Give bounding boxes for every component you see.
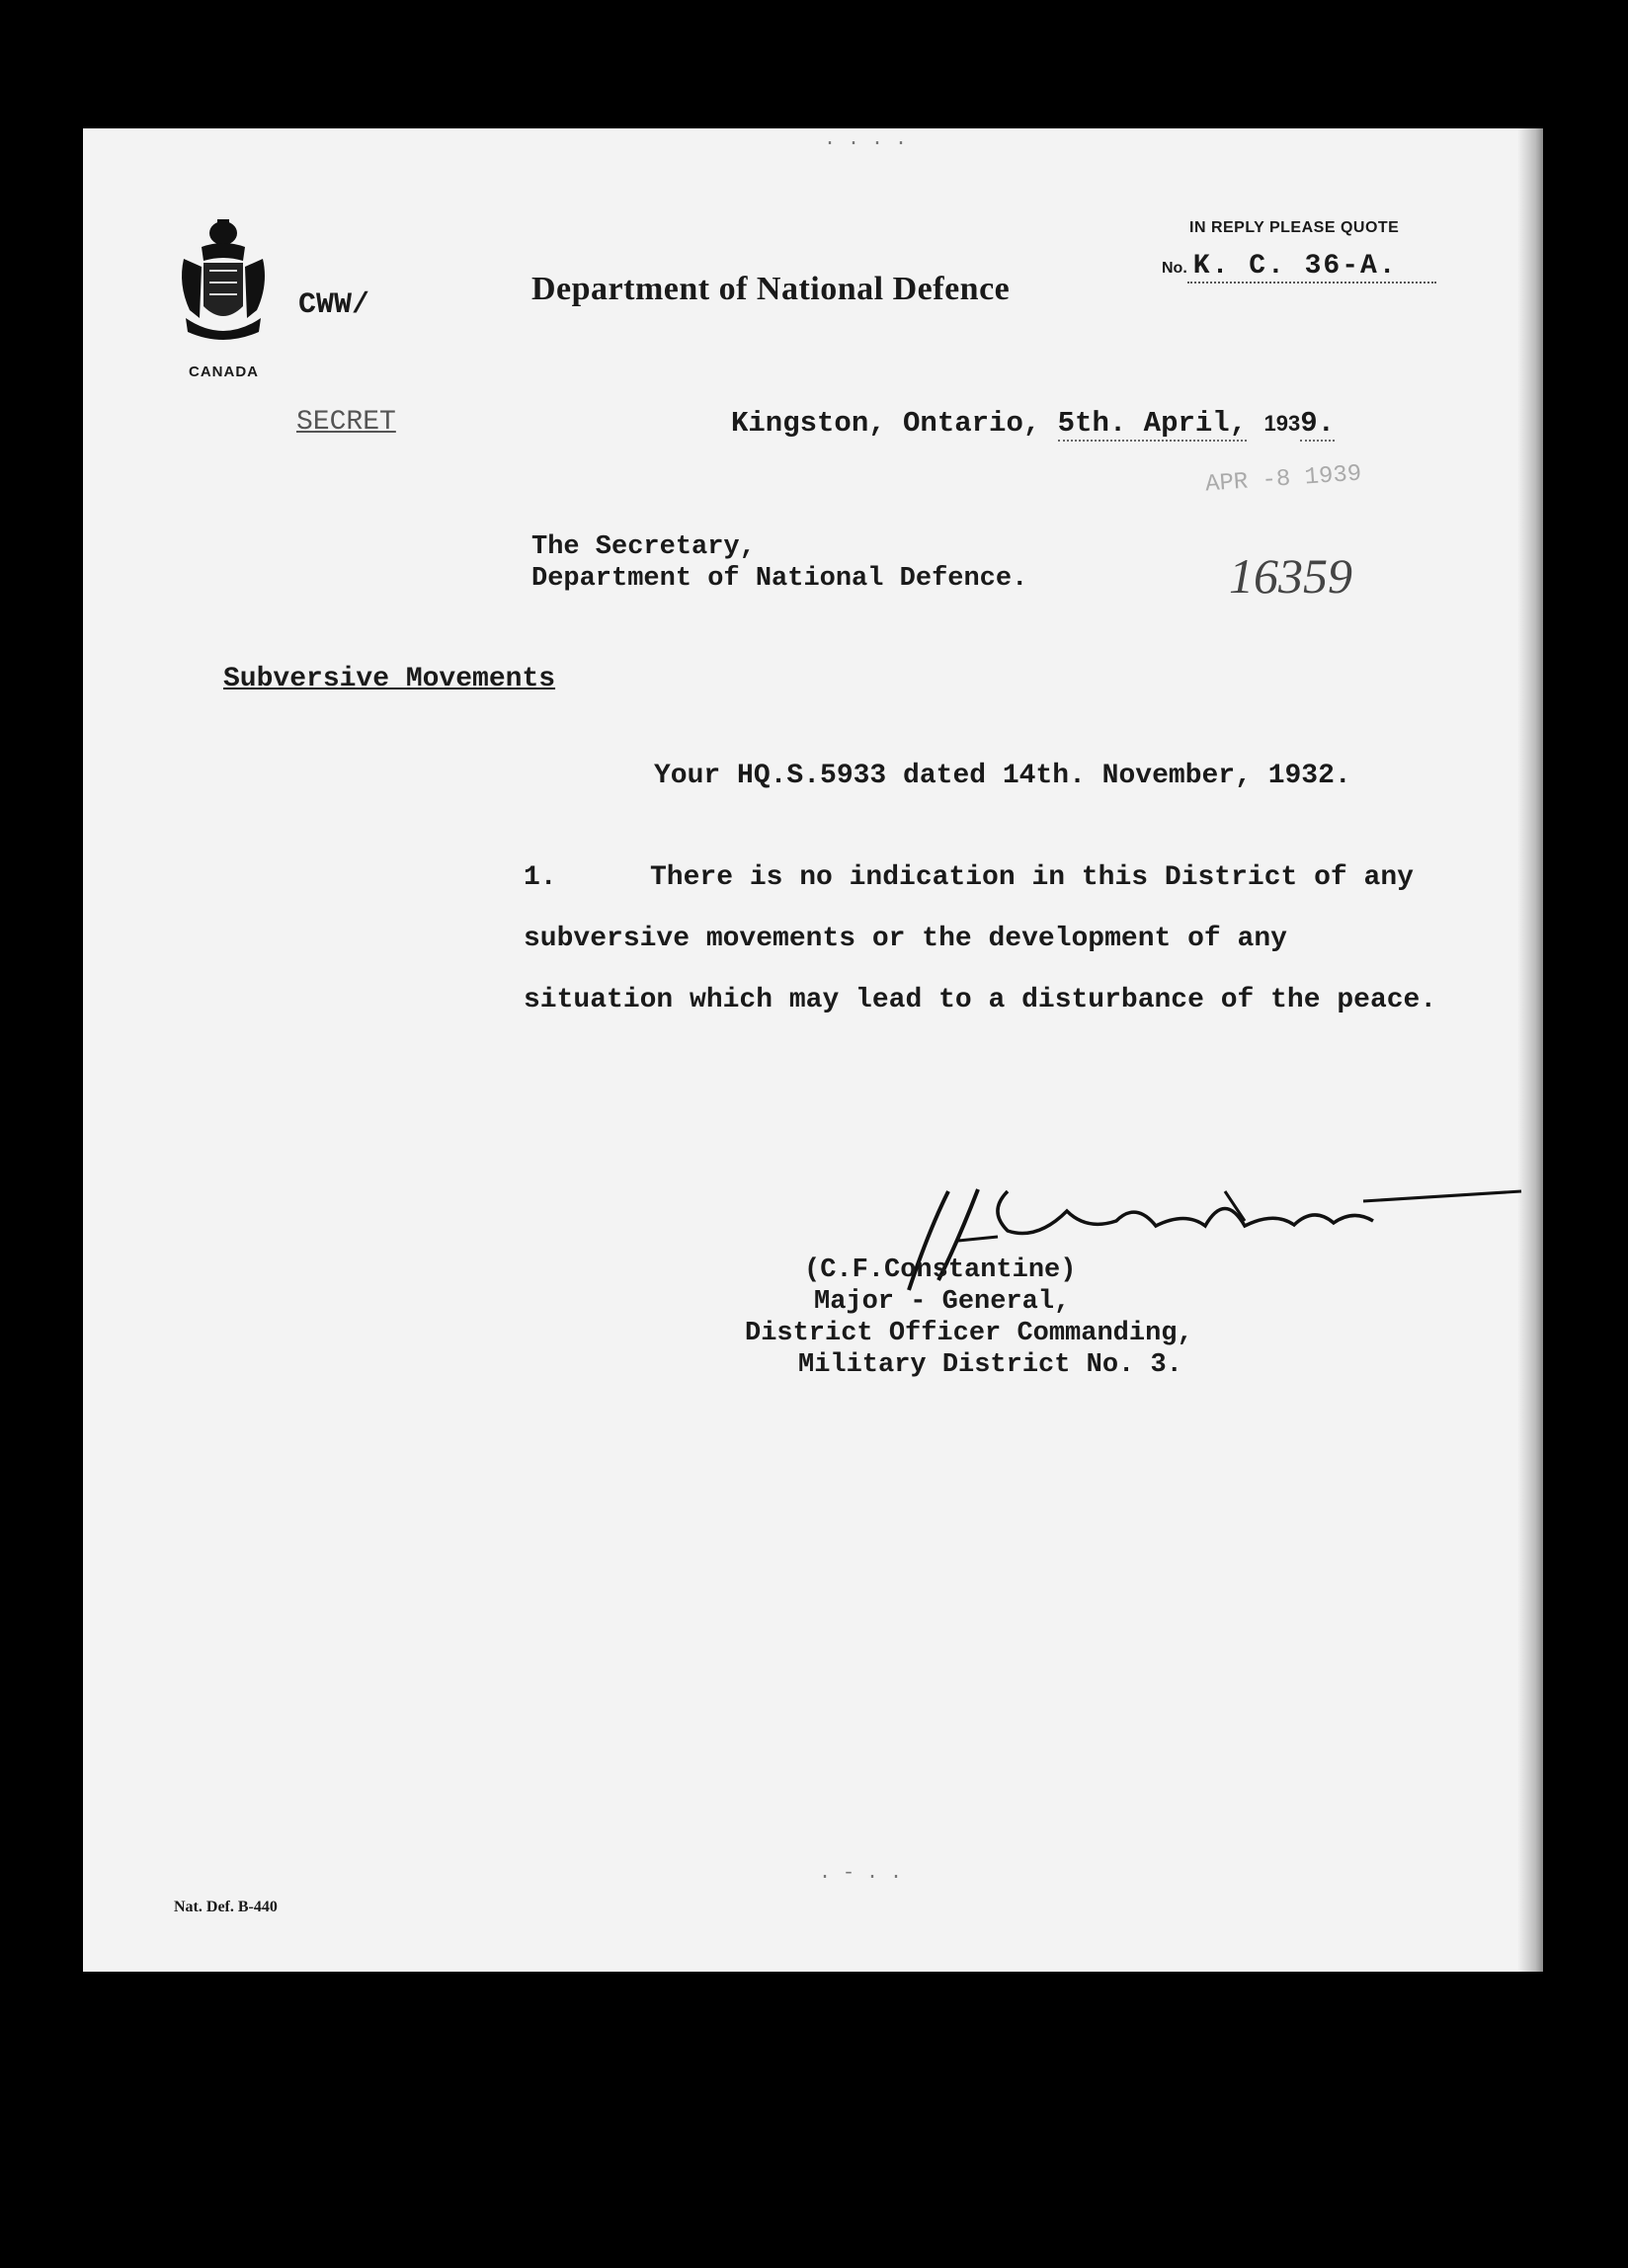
dateline-year-prefix: 193 bbox=[1263, 411, 1301, 436]
page-edge-shadow bbox=[1517, 128, 1543, 1972]
body-paragraph bbox=[524, 848, 1442, 1031]
form-number: Nat. Def. B-440 bbox=[174, 1899, 278, 1915]
classification-marking: SECRET bbox=[296, 407, 396, 438]
reply-instruction: IN REPLY PLEASE QUOTE bbox=[1189, 219, 1400, 236]
reference-line: Your HQ.S.5933 dated 14th. November, 1932. bbox=[654, 761, 1351, 791]
letter-page bbox=[83, 128, 1543, 1972]
signatory-title: District Officer Commanding, bbox=[745, 1319, 1193, 1348]
country-label: CANADA bbox=[189, 364, 259, 380]
recipient-line-2: Department of National Defence. bbox=[531, 564, 1028, 594]
paragraph-number: 1. bbox=[524, 862, 557, 893]
signatory-unit: Military District No. 3. bbox=[798, 1350, 1182, 1380]
dateline bbox=[731, 407, 1335, 440]
dateline-year-suffix: 9. bbox=[1300, 407, 1336, 440]
recipient-line-1: The Secretary, bbox=[531, 532, 756, 562]
received-stamp: APR -8 1939 bbox=[1204, 460, 1363, 499]
signatory-rank: Major - General, bbox=[814, 1287, 1071, 1317]
file-reference bbox=[1162, 251, 1436, 284]
coat-of-arms-icon bbox=[174, 215, 273, 354]
signature-block bbox=[745, 1255, 1193, 1381]
subject-line: Subversive Movements bbox=[223, 664, 556, 694]
scan-artifact-2: . - . . bbox=[819, 1862, 903, 1885]
typist-initials: CWW/ bbox=[298, 288, 370, 322]
signatory-name: (C.F.Constantine) bbox=[804, 1256, 1077, 1285]
department-heading: Department of National Defence bbox=[531, 271, 1011, 307]
dateline-place: Kingston, Ontario, bbox=[731, 407, 1041, 440]
file-no-label: No. bbox=[1162, 260, 1187, 277]
dateline-date: 5th. April, bbox=[1057, 407, 1248, 440]
paragraph-text: There is no indication in this District of any subversive movements or the development of any situation which may lead to a disturbance of the peace. bbox=[524, 862, 1437, 1015]
recipient-address bbox=[531, 531, 1027, 595]
scan-artifact: . . . . bbox=[824, 128, 908, 151]
file-no-value: K. C. 36-A. bbox=[1187, 251, 1436, 284]
handwritten-file-number: 16359 bbox=[1229, 548, 1352, 604]
